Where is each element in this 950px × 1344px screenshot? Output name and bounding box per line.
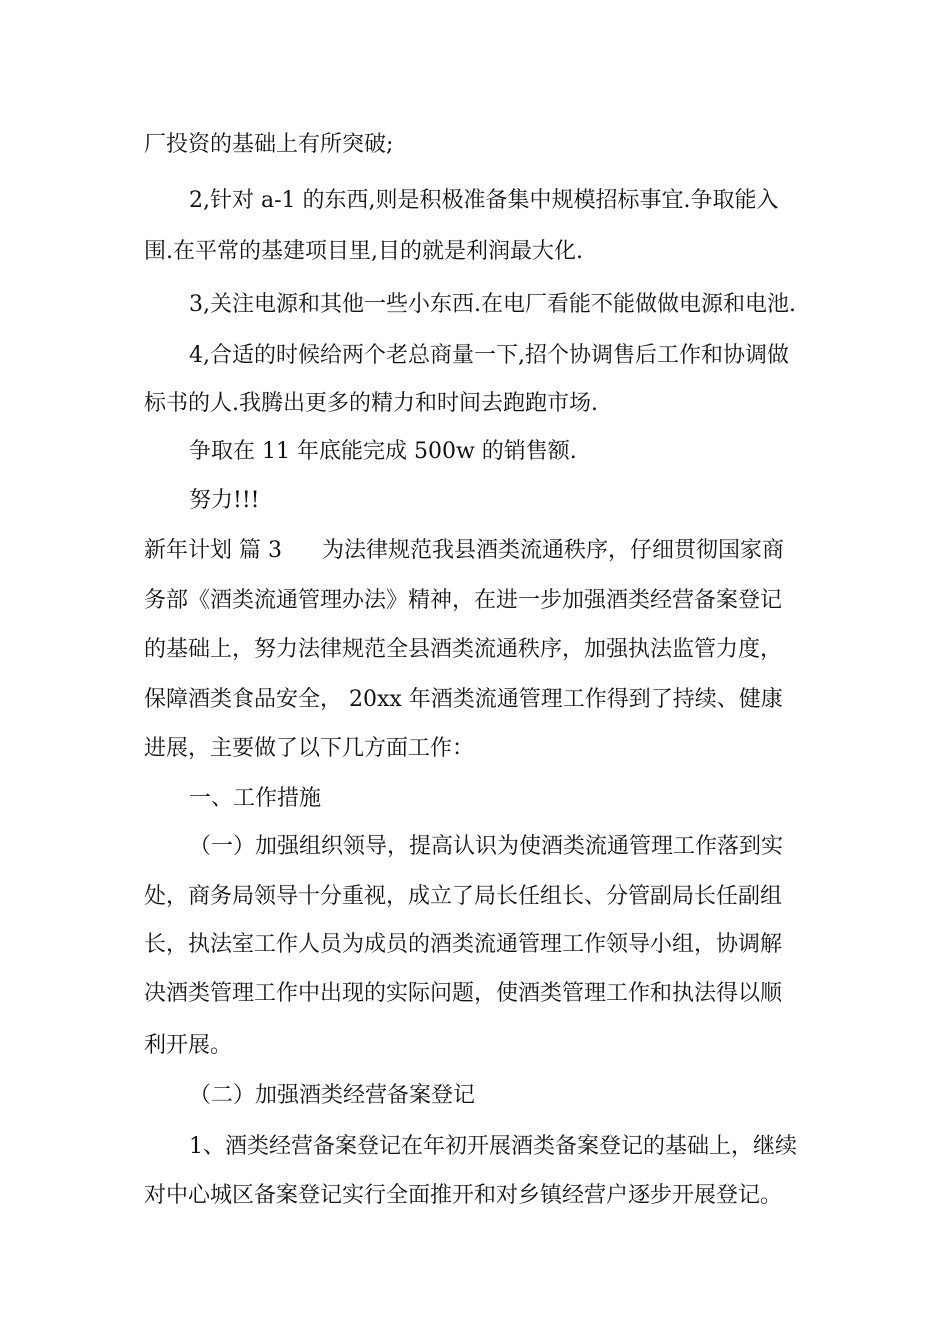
paragraph-line: 4,合适的时候给两个老总商量一下,招个协调售后工作和协调做	[189, 343, 789, 368]
subheading: 一、工作措施	[189, 786, 322, 811]
subheading: （二）加强酒类经营备案登记	[189, 1083, 476, 1108]
paragraph-line: 厂投资的基础上有所突破;	[144, 132, 394, 157]
paragraph-line: 1、酒类经营备案登记在年初开展酒类备案登记的基础上，继续	[189, 1134, 797, 1159]
section-heading: 新年计划 篇 3	[144, 538, 282, 563]
paragraph-line: 务部《酒类流通管理办法》精神，在进一步加强酒类经营备案登记	[144, 588, 783, 613]
section-heading-line	[144, 535, 816, 567]
paragraph-line: 的基础上，努力法律规范全县酒类流通秩序，加强执法监管力度，	[144, 637, 783, 662]
section-first-line: 为法律规范我县酒类流通秩序，仔细贯彻国家商	[321, 538, 784, 563]
paragraph-line: 保障酒类食品安全， 20xx 年酒类流通管理工作得到了持续、健康	[144, 687, 783, 712]
paragraph-line: 围.在平常的基建项目里,目的就是利润最大化.	[144, 239, 583, 264]
paragraph-line: 努力!!!	[189, 488, 260, 513]
paragraph-line: 争取在 11 年底能完成 500w 的销售额.	[189, 439, 577, 464]
paragraph-line: 处，商务局领导十分重视，成立了局长任组长、分管副局长任副组	[144, 884, 783, 909]
paragraph-line: 3,关注电源和其他一些小东西.在电厂看能不能做做电源和电池.	[189, 292, 796, 317]
paragraph-line: 利开展。	[144, 1033, 233, 1058]
paragraph-line: （一）加强组织领导，提高认识为使酒类流通管理工作落到实	[189, 834, 784, 859]
paragraph-line: 对中心城区备案登记实行全面推开和对乡镇经营户逐步开展登记。	[144, 1183, 783, 1208]
paragraph-line: 进展，主要做了以下几方面工作：	[144, 736, 475, 761]
paragraph-line: 长，执法室工作人员为成员的酒类流通管理工作领导小组，协调解	[144, 932, 783, 957]
paragraph-line: 标书的人.我腾出更多的精力和时间去跑跑市场.	[144, 391, 598, 416]
paragraph-line: 2,针对 a-1 的东西,则是积极准备集中规模招标事宜.争取能入	[189, 188, 779, 213]
paragraph-line: 决酒类管理工作中出现的实际问题，使酒类管理工作和执法得以顺	[144, 981, 783, 1006]
